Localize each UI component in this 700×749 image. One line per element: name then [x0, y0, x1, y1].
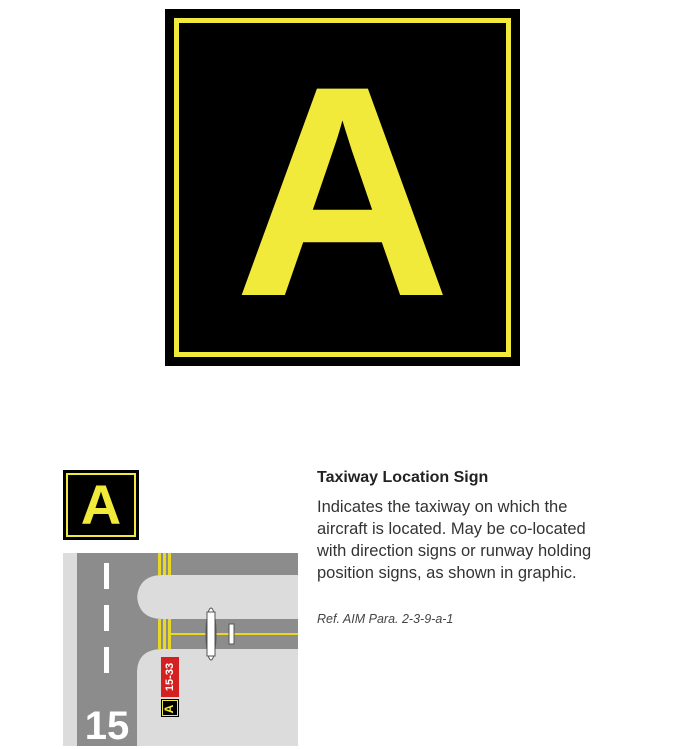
runway-number: 15 [84, 704, 130, 746]
taxiway-edge [137, 575, 298, 619]
info-description: Indicates the taxiway on which the aircraft is located. May be co-located with direction signs or runway holding position signs, as shown in graphic. [317, 498, 592, 582]
taxiway-location-sign-diagram-text: A [162, 704, 177, 714]
taxiway-location-sign-large [165, 9, 520, 366]
sign-letter-small: A [80, 473, 122, 536]
info-title: Taxiway Location Sign [317, 469, 489, 486]
info-reference: Ref. AIM Para. 2-3-9-a-1 [317, 612, 454, 626]
holding-position-marking-top [158, 553, 171, 575]
runway-holding-sign-text: 15-33 [163, 662, 176, 692]
sign-letter: A [234, 22, 451, 359]
taxiway-location-sign-small [63, 470, 139, 540]
runway-centerline [104, 563, 109, 673]
taxiway-diagram [63, 553, 298, 746]
holding-position-marking-bottom [158, 619, 171, 649]
